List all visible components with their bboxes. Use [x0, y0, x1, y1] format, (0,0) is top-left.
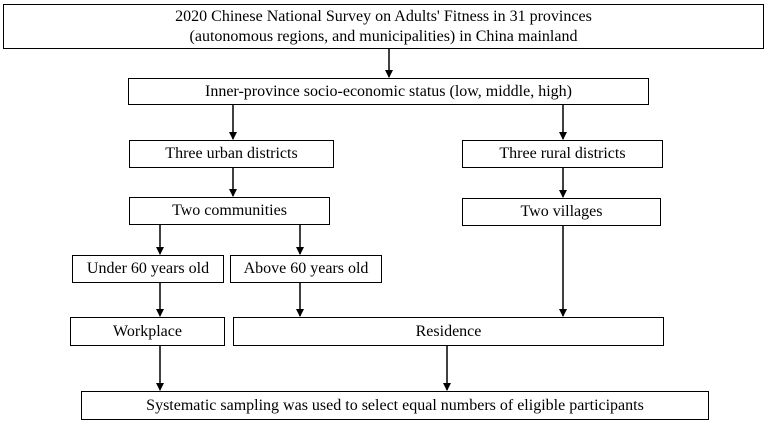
- under-60-box: Under 60 years old: [72, 255, 224, 283]
- above-60-box: Above 60 years old: [230, 255, 382, 283]
- communities-box: Two communities: [129, 197, 330, 225]
- workplace-box: Workplace: [70, 317, 225, 346]
- villages-box: Two villages: [462, 198, 661, 226]
- residence-box: Residence: [233, 317, 664, 346]
- ses-box: Inner-province socio-economic status (low, middle, high): [128, 78, 649, 105]
- survey-line-1: 2020 Chinese National Survey on Adults' Fitness in 31 provinces: [175, 7, 592, 25]
- sampling-box: Systematic sampling was used to select equal numbers of eligible participants: [81, 391, 709, 420]
- urban-districts-box: Three urban districts: [129, 140, 334, 168]
- rural-districts-box: Three rural districts: [462, 140, 663, 168]
- survey-box: [3, 4, 764, 49]
- survey-line-2: (autonomous regions, and municipalities) in China mainland: [189, 27, 578, 45]
